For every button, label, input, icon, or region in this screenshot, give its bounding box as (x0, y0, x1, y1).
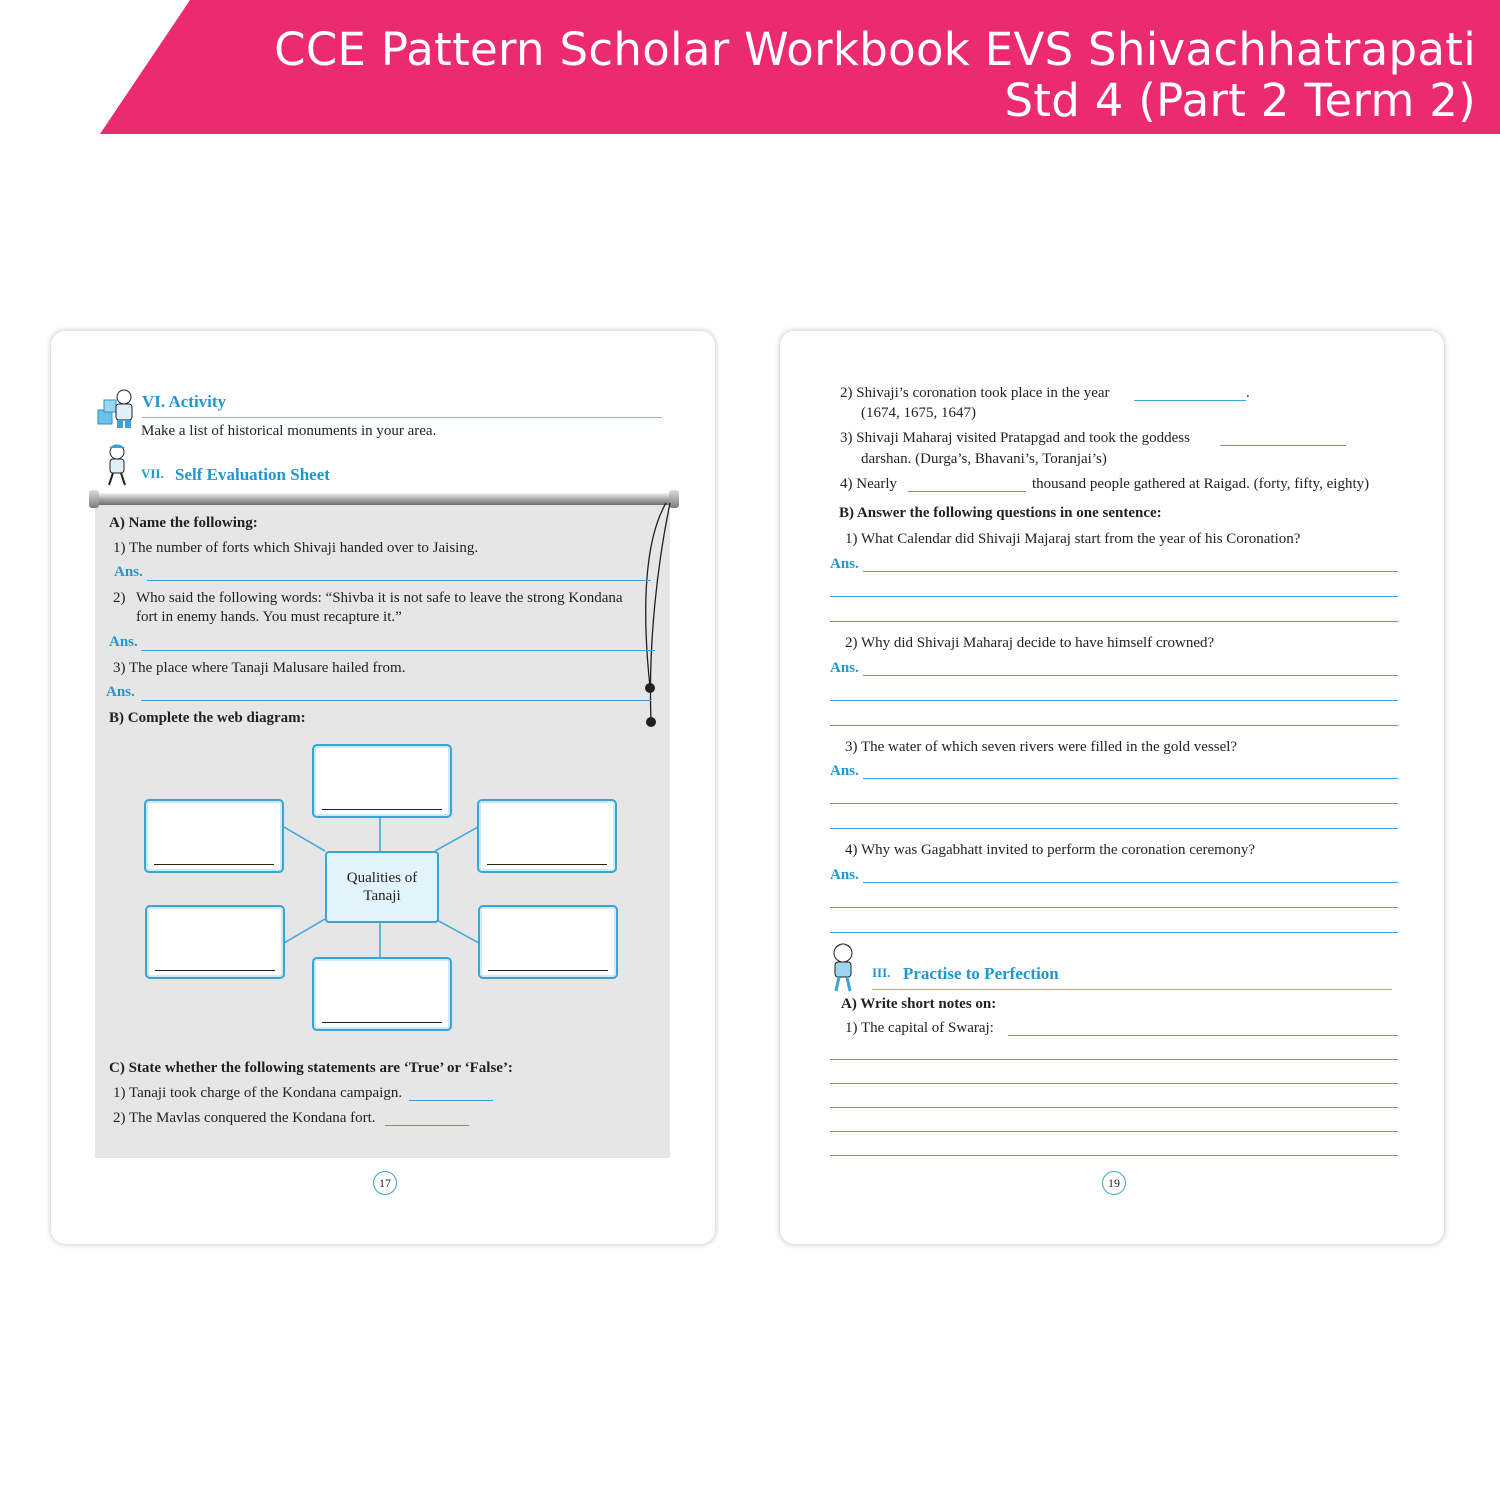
practise-heading: Practise to Perfection (903, 964, 1059, 983)
web-center-line2: Tanaji (363, 888, 401, 904)
answer-line[interactable] (830, 725, 1398, 726)
workbook-page-17 (51, 331, 715, 1244)
question-4-start: 4) Nearly (840, 476, 898, 492)
workbook-page-19 (780, 331, 1444, 1244)
answer-line[interactable] (1008, 1035, 1398, 1036)
answer-line[interactable] (830, 596, 1398, 597)
web-center-box (325, 851, 439, 923)
answer-line[interactable] (830, 803, 1398, 804)
question-c2: 2) The Mavlas conquered the Kondana fort. (113, 1110, 376, 1126)
answer-line[interactable] (863, 778, 1398, 779)
answer-line[interactable] (830, 1155, 1398, 1156)
question-4-end: thousand people gathered at Raigad. (forty, fifty, eighty) (1032, 476, 1370, 492)
question-a3: 3) The place where Tanaji Malusare hailed from. (113, 660, 406, 676)
question-3-line1: 3) Shivaji Maharaj visited Pratapgad and took the goddess (840, 430, 1190, 446)
web-center-line1: Qualities of (346, 870, 418, 886)
web-box-upper-left[interactable] (144, 799, 284, 873)
page-number: 17 (373, 1171, 397, 1195)
question-a2-line1: Who said the following words: “Shivba it is not safe to leave the strong Kondana (136, 590, 623, 606)
web-box-bottom[interactable] (312, 957, 452, 1031)
self-eval-number: VII. (141, 466, 164, 481)
activity-text: Make a list of historical monuments in your area. (141, 423, 437, 439)
web-box-upper-right[interactable] (477, 799, 617, 873)
answer-line[interactable] (863, 675, 1398, 676)
title-banner (0, 0, 1500, 134)
answer-line[interactable] (863, 571, 1398, 572)
answer-label: Ans. (109, 634, 138, 650)
question-a2-line2: fort in enemy hands. You must recapture it.” (136, 609, 402, 625)
banner-title-line1: CCE Pattern Scholar Workbook EVS Shivachhatrapati (274, 23, 1476, 76)
answer-line[interactable] (830, 828, 1398, 829)
answer-line[interactable] (830, 1083, 1398, 1084)
web-box-lower-left[interactable] (145, 905, 285, 979)
heading-rule (872, 989, 1392, 990)
answer-line[interactable] (830, 1059, 1398, 1060)
practise-number: III. (872, 965, 891, 980)
answer-line[interactable] (830, 700, 1398, 701)
question-b3: 3) The water of which seven rivers were filled in the gold vessel? (845, 739, 1238, 755)
section-a-heading: A) Name the following: (109, 515, 258, 531)
banner-title-line2: Std 4 (Part 2 Term 2) (1004, 74, 1476, 127)
answer-blank[interactable] (908, 491, 1026, 492)
answer-label: Ans. (830, 556, 859, 572)
section-b-heading: B) Complete the web diagram: (109, 710, 306, 726)
answer-label: Ans. (106, 684, 135, 700)
answer-line[interactable] (863, 882, 1398, 883)
section-a-heading: A) Write short notes on: (841, 996, 997, 1012)
boy-cartoon-icon (826, 941, 860, 993)
activity-heading: VI. Activity (142, 392, 227, 411)
web-box-lower-right[interactable] (478, 905, 618, 979)
answer-label: Ans. (830, 867, 859, 883)
question-3-line2: darshan. (Durga’s, Bhavani’s, Toranjai’s) (861, 451, 1107, 467)
answer-blank[interactable] (1220, 445, 1346, 446)
answer-label: Ans. (114, 564, 143, 580)
self-eval-heading: Self Evaluation Sheet (175, 465, 330, 484)
answer-label: Ans. (830, 763, 859, 779)
section-c-heading: C) State whether the following statements are ‘True’ or ‘False’: (109, 1060, 513, 1076)
question-b2: 2) Why did Shivaji Maharaj decide to have himself crowned? (845, 635, 1215, 651)
question-a1: 1) The capital of Swaraj: (845, 1020, 994, 1036)
page-number: 19 (1102, 1171, 1126, 1195)
answer-blank[interactable] (385, 1125, 469, 1126)
question-a2-number: 2) (113, 590, 126, 606)
question-2: 2) Shivaji’s coronation took place in the year (840, 385, 1110, 401)
question-b4: 4) Why was Gagabhatt invited to perform the coronation ceremony? (845, 842, 1256, 858)
answer-label: Ans. (830, 660, 859, 676)
web-box-top[interactable] (312, 744, 452, 818)
question-2-options: (1674, 1675, 1647) (861, 405, 976, 421)
answer-line[interactable] (830, 907, 1398, 908)
answer-line[interactable] (830, 621, 1398, 622)
question-a1: 1) The number of forts which Shivaji handed over to Jaising. (113, 540, 479, 556)
answer-blank[interactable] (1134, 400, 1246, 401)
section-b-heading: B) Answer the following questions in one sentence: (839, 505, 1162, 521)
answer-line[interactable] (830, 932, 1398, 933)
answer-line[interactable] (830, 1107, 1398, 1108)
question-c1: 1) Tanaji took charge of the Kondana campaign. (113, 1085, 403, 1101)
answer-line[interactable] (830, 1131, 1398, 1132)
question-b1: 1) What Calendar did Shivaji Majaraj start from the year of his Coronation? (845, 531, 1301, 547)
question-2-period: . (1246, 385, 1250, 401)
answer-blank[interactable] (409, 1100, 493, 1101)
